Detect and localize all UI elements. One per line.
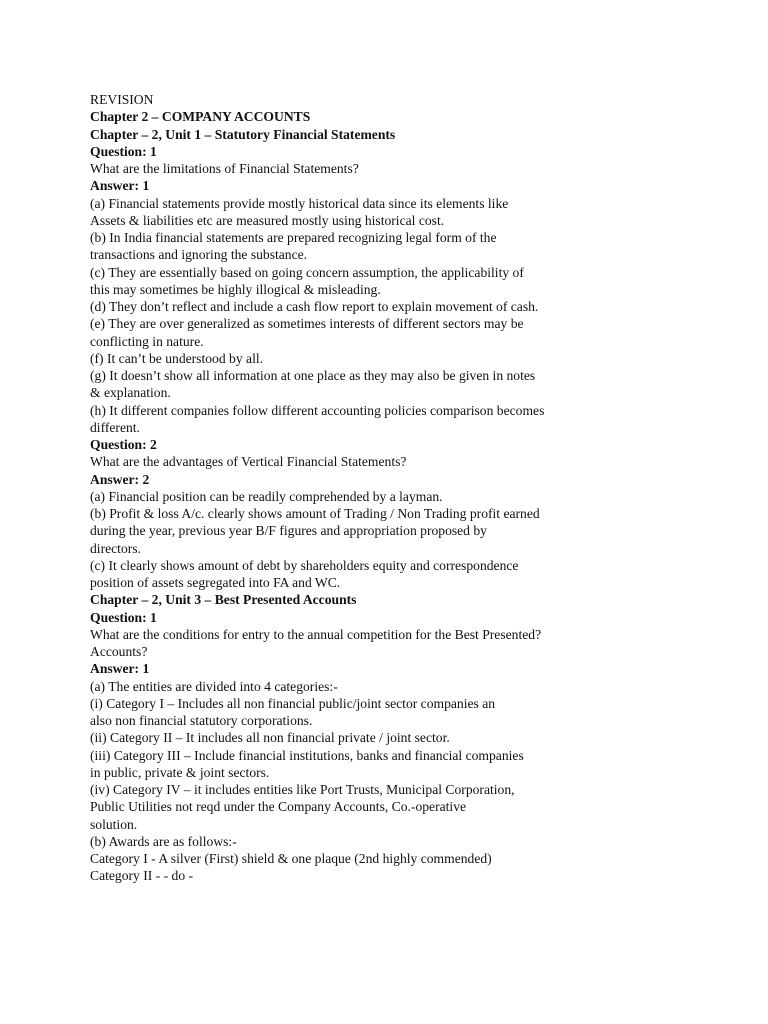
document-heading-line: Chapter – 2, Unit 3 – Best Presented Accounts xyxy=(90,592,357,608)
document-heading-line: Chapter – 2, Unit 1 – Statutory Financial Statements xyxy=(90,126,396,142)
document-heading-line: Question: 2 xyxy=(90,437,157,452)
document-text-line: (b) Awards are as follows:- xyxy=(90,833,237,849)
document-text-line: (iii) Category III – Include financial institutions, banks and financial companies xyxy=(90,747,524,763)
document-text-line: & explanation. xyxy=(90,385,171,401)
document-text-line: in public, private & joint sectors. xyxy=(90,764,270,780)
document-text-line: (a) Financial position can be readily comprehended by a layman. xyxy=(90,488,443,504)
document-heading-line: Answer: 2 xyxy=(90,471,150,487)
document-text-line: (b) In India financial statements are prepared recognizing legal form of the xyxy=(90,230,497,245)
document-text-line: (d) They don’t reflect and include a cash flow report to explain movement of cash. xyxy=(90,299,539,314)
document-heading-line: Question: 1 xyxy=(90,143,157,159)
document-text-line: solution. xyxy=(90,816,138,832)
document-text-line: (b) Profit & loss A/c. clearly shows amount of Trading / Non Trading profit earned xyxy=(90,506,540,521)
document-text-line: What are the advantages of Vertical Financial Statements? xyxy=(90,454,407,470)
document-text-line: (a) The entities are divided into 4 categories:- xyxy=(90,678,338,694)
document-text-line: transactions and ignoring the substance. xyxy=(90,247,308,263)
document-text-line: (h) It different companies follow different accounting policies comparison becomes xyxy=(90,402,545,418)
document-text-line: conflicting in nature. xyxy=(90,333,204,349)
document-heading-line: Question: 1 xyxy=(90,609,157,625)
document-text-line: (e) They are over generalized as sometimes interests of different sectors may be xyxy=(90,316,524,332)
document-text-line: Assets & liabilities etc are measured mostly using historical cost. xyxy=(90,212,445,228)
document-heading-line: Chapter 2 – COMPANY ACCOUNTS xyxy=(90,109,311,125)
document-text-line: Category I - A silver (First) shield & one plaque (2nd highly commended) xyxy=(90,851,492,866)
document-text-line: position of assets segregated into FA and WC. xyxy=(90,575,341,590)
document-text-line: different. xyxy=(90,419,140,435)
document-text-line: (a) Financial statements provide mostly historical data since its elements like xyxy=(90,195,509,211)
document-text-line: also non financial statutory corporations. xyxy=(90,713,313,728)
document-text-line: during the year, previous year B/F figures and appropriation proposed by xyxy=(90,523,487,539)
document-text-line: (g) It doesn’t show all information at one place as they may also be given in notes xyxy=(90,368,536,383)
document-text-line: (f) It can’t be understood by all. xyxy=(90,350,264,366)
document-text-line: (c) They are essentially based on going concern assumption, the applicability of xyxy=(90,264,524,280)
document-text-line: (ii) Category II – It includes all non financial private / joint sector. xyxy=(90,730,450,746)
document-text-line: What are the limitations of Financial Statements? xyxy=(90,161,359,176)
document-text-line: REVISION xyxy=(90,92,154,107)
document-text-line: (iv) Category IV – it includes entities like Port Trusts, Municipal Corporation, xyxy=(90,782,515,797)
document-text-line: (c) It clearly shows amount of debt by shareholders equity and correspondence xyxy=(90,557,519,573)
document-text-line: Accounts? xyxy=(90,644,148,659)
document-page xyxy=(90,91,710,885)
document-heading-line: Answer: 1 xyxy=(90,661,150,677)
document-text-line: Public Utilities not reqd under the Company Accounts, Co.-operative xyxy=(90,799,467,815)
document-heading-line: Answer: 1 xyxy=(90,178,150,194)
document-text-line: What are the conditions for entry to the annual competition for the Best Presented? xyxy=(90,626,542,642)
document-text-line: Category II - - do - xyxy=(90,868,194,884)
document-text-line: this may sometimes be highly illogical & misleading. xyxy=(90,281,381,297)
document-text-line: (i) Category I – Includes all non financial public/joint sector companies an xyxy=(90,695,496,711)
document-text-line: directors. xyxy=(90,540,141,556)
